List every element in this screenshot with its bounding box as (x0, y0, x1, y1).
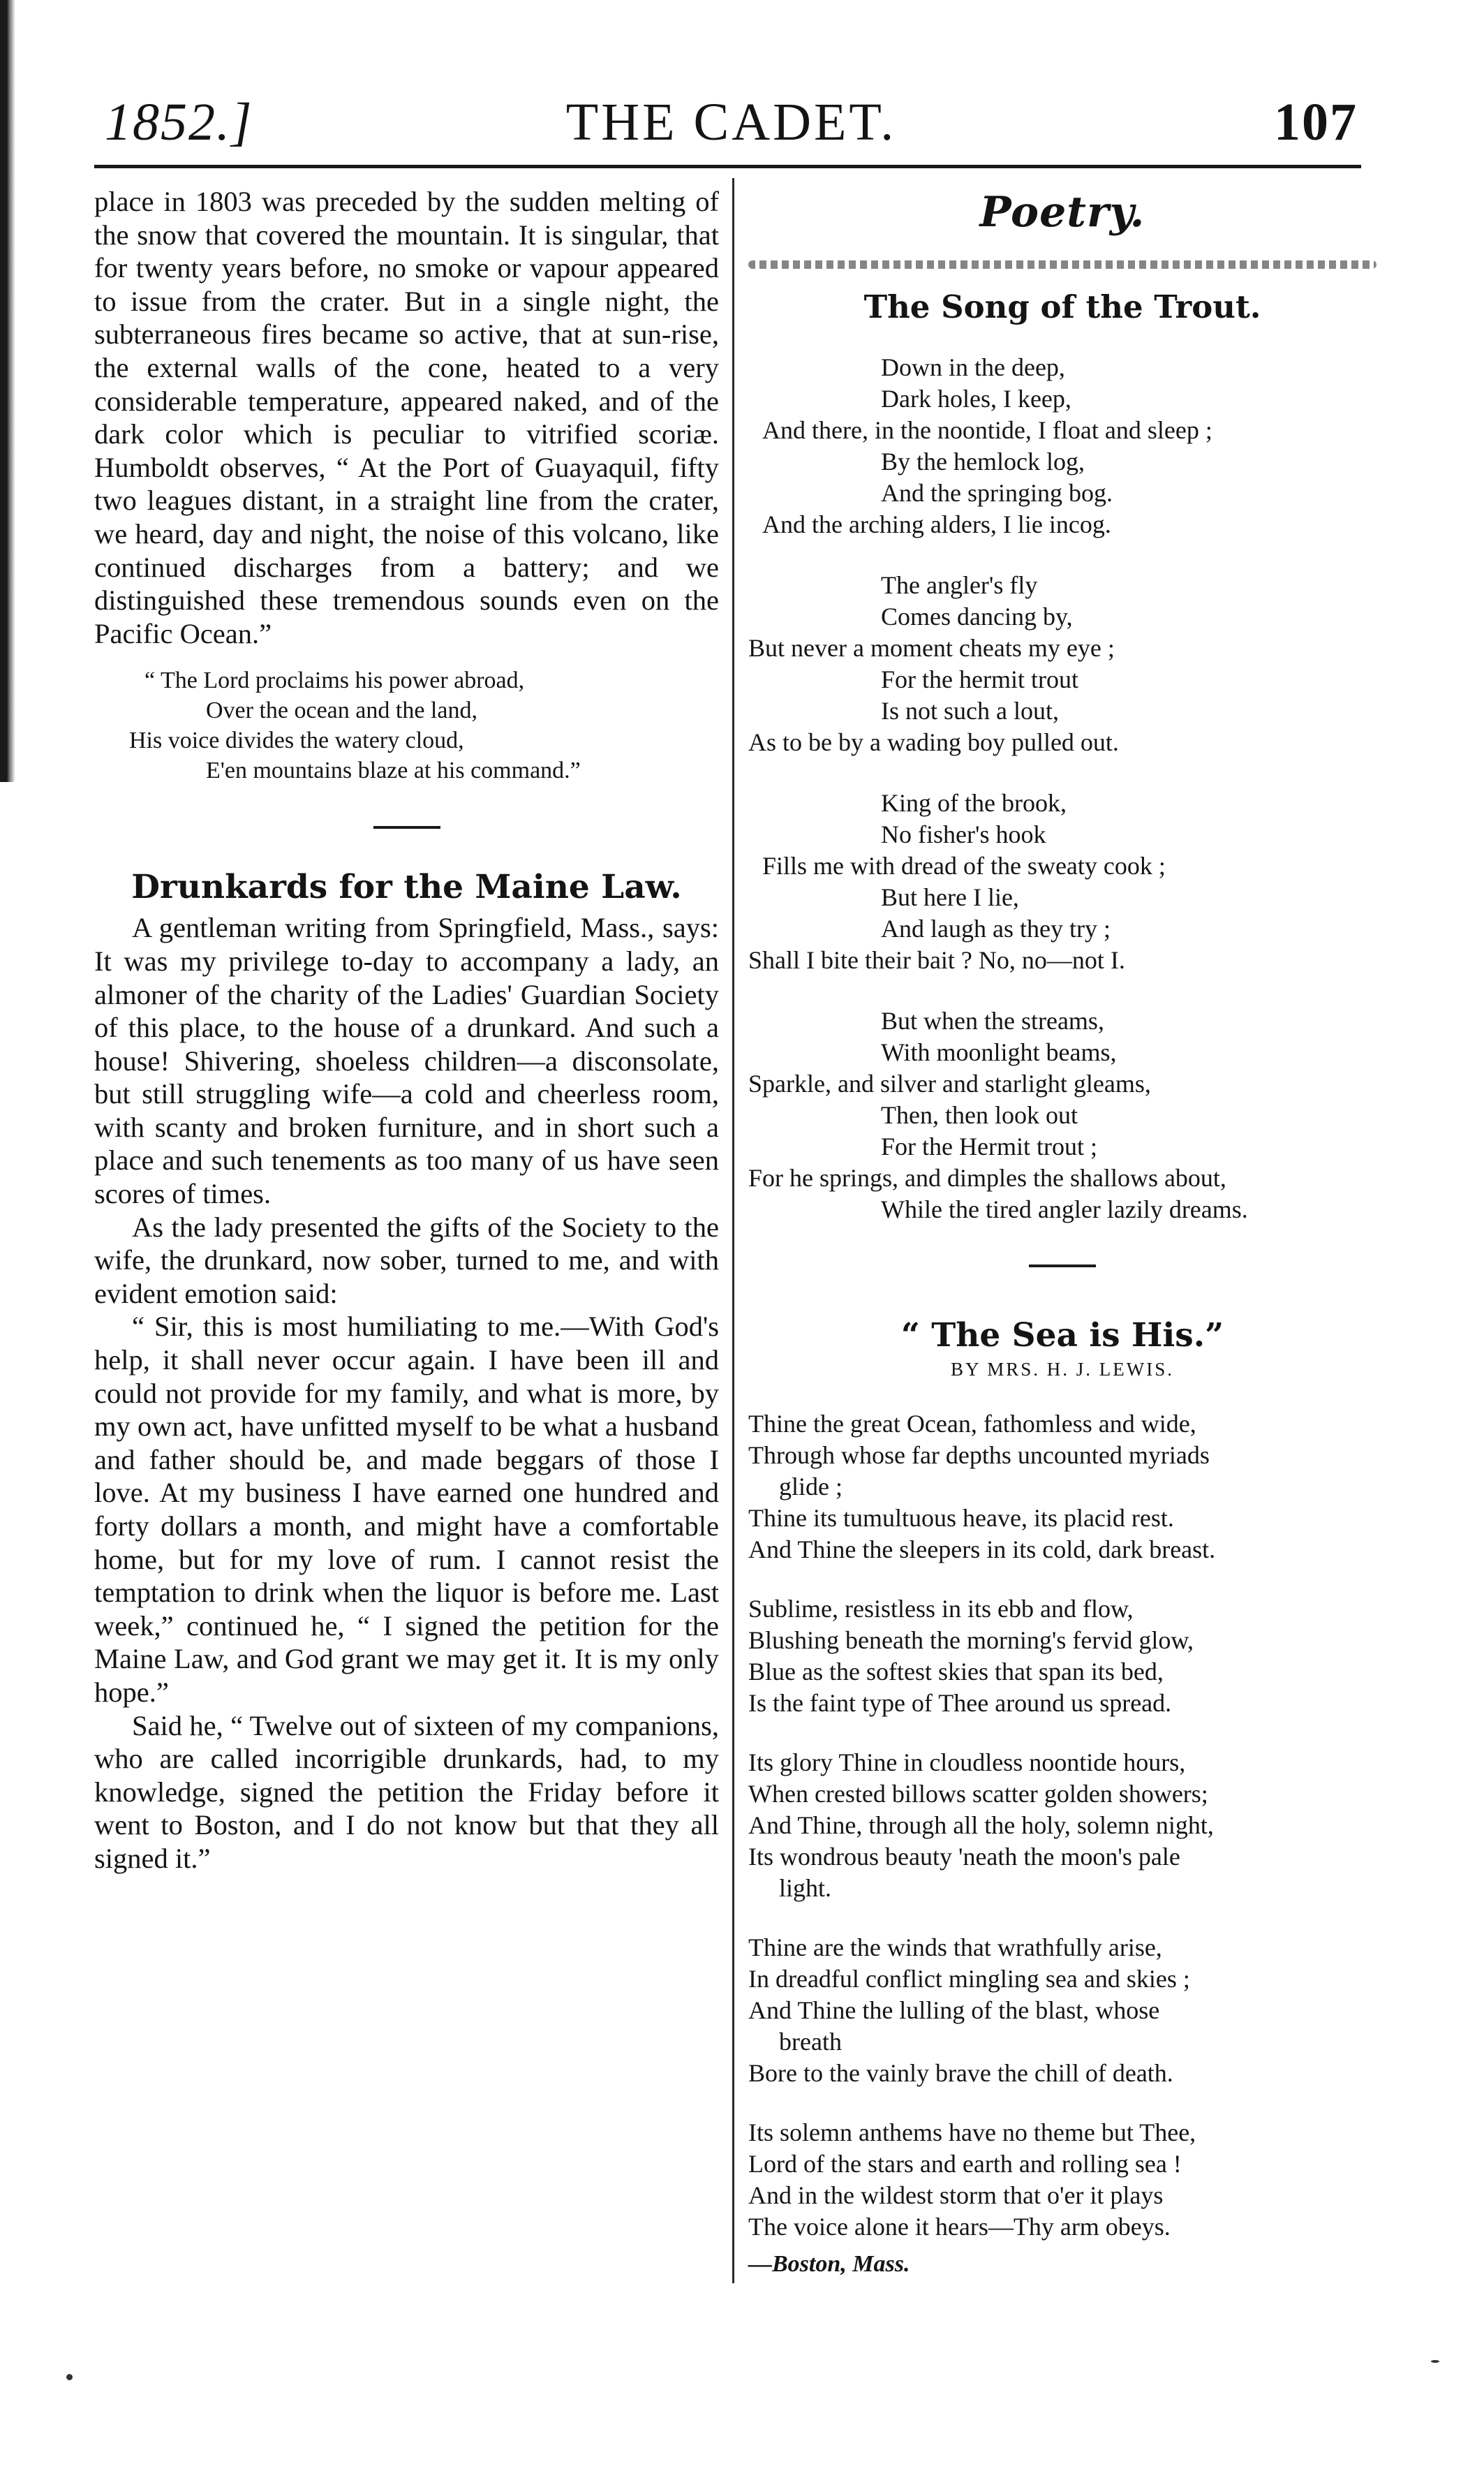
verse-line: Its solemn anthems have no theme but Thee, (748, 2118, 1196, 2146)
verse-line: But here I lie, (881, 883, 1019, 911)
header-title: THE CADET. (565, 93, 897, 152)
verse-line: And Thine the lulling of the blast, whose (748, 1996, 1160, 2024)
left-column (94, 185, 719, 1875)
right-column (748, 185, 1377, 2278)
stanza (748, 1005, 1377, 1225)
sea-poem-byline: BY MRS. H. J. LEWIS. (950, 1359, 1175, 1380)
verse-line: Its wondrous beauty 'neath the moon's pale (748, 1843, 1180, 1871)
poem-signature: —Boston, Mass. (748, 2251, 910, 2277)
verse-line: But when the streams, (881, 1007, 1104, 1035)
verse-line: Lord of the stars and earth and rolling sea ! (748, 2150, 1182, 2178)
header-year: 1852.] (105, 93, 253, 152)
verse-line: And in the wildest storm that o'er it plays (748, 2181, 1164, 2209)
article-paragraph: “ Sir, this is most humiliating to me.—With God's help, it shall never occur again. I have been ill and could not provide for my family, and what is more, by my own act, have unfitted myself to be what a husband and father should be, and made beggars of those I love. At my business I have earned one hundred and forty dollars a month, and might have a comfortable home, but for my love of rum. I cannot resist the temptation to drink when the liquor is before me. Last week,” continued he, “ I signed the petition for the Maine Law, and God grant we may get it. It is my only hope.” (94, 1311, 719, 1708)
verse-line: Bore to the vainly brave the chill of death. (748, 2059, 1173, 2087)
verse-line: For he springs, and dimples the shallows about, (748, 1164, 1226, 1192)
verse-line: Blue as the softest skies that span its bed, (748, 1658, 1164, 1686)
verse-line: Down in the deep, (881, 353, 1065, 381)
hymn-line: His voice divides the watery cloud, (129, 728, 464, 754)
verse-line: Fills me with dread of the sweaty cook ; (762, 852, 1166, 880)
verse-line: By the hemlock log, (881, 448, 1085, 475)
verse-line: Through whose far depths uncounted myriads (748, 1441, 1210, 1469)
verse-line: As to be by a wading boy pulled out. (748, 728, 1119, 756)
verse-line: light. (779, 1874, 832, 1902)
verse-line: Sublime, resistless in its ebb and flow, (748, 1595, 1134, 1623)
verse-line: Shall I bite their bait ? No, no—not I. (748, 946, 1125, 974)
verse-line: And Thine, through all the holy, solemn night, (748, 1811, 1214, 1839)
verse-line: Sparkle, and silver and starlight gleams, (748, 1070, 1151, 1098)
verse-line: In dreadful conflict mingling sea and skies ; (748, 1965, 1190, 1993)
sea-poem-title: “ The Sea is His.” (900, 1316, 1224, 1355)
print-speck (1431, 2360, 1439, 2363)
stanza (748, 2117, 1377, 2243)
page-header (105, 82, 1358, 156)
verse-line: King of the brook, (881, 789, 1067, 817)
verse-line: Thine the great Ocean, fathomless and wide, (748, 1410, 1196, 1438)
verse-line: breath (779, 2028, 842, 2056)
hymn-line: Over the ocean and the land, (206, 698, 477, 724)
column-divider (732, 178, 734, 2283)
verse-line: Is the faint type of Thee around us spread. (748, 1689, 1172, 1717)
verse-line: The angler's fly (881, 571, 1038, 599)
verse-line: Blushing beneath the morning's fervid glow, (748, 1626, 1194, 1654)
verse-line: And there, in the noontide, I float and sleep ; (762, 416, 1212, 444)
stanza (748, 788, 1377, 976)
verse-line: While the tired angler lazily dreams. (881, 1195, 1248, 1223)
header-page-number: 107 (1274, 93, 1358, 152)
verse-line: When crested billows scatter golden showers; (748, 1780, 1208, 1808)
volcano-paragraph: place in 1803 was preceded by the sudden melting of the snow that covered the mountain. It is singular, that for twenty years before, no smoke or vapour appeared to issue from the crater. But in a single night, the subterraneous fires became so active, that at sun-rise, the external walls of the cone, heated to a very considerable temperature, appeared naked, and of the dark color which is peculiar to vitrified scoriæ. Humboldt observes, “ At the Port of Guayaquil, fifty two leagues distant, in a straight line from the crater, we heard, day and night, the noise of this volcano, like continued discharges from a battery; and we distinguished these tremendous sounds even on the Pacific Ocean.” (94, 186, 719, 649)
verse-line: And laugh as they try ; (881, 915, 1111, 943)
stanza (748, 1932, 1377, 2089)
verse-line: For the hermit trout (881, 665, 1078, 693)
verse-line: glide ; (779, 1473, 843, 1500)
verse-line: Its glory Thine in cloudless noontide hours, (748, 1748, 1186, 1776)
verse-line: With moonlight beams, (881, 1038, 1117, 1066)
article-paragraph: Said he, “ Twelve out of sixteen of my companions, who are called incorrigible drunkards, had, to my knowledge, signed the petition the Friday before it went to Boston, and I do not know but that they all signed it.” (94, 1709, 719, 1874)
hymn-line: “ The Lord proclaims his power abroad, (144, 668, 525, 694)
page-binding-edge (0, 0, 15, 782)
wavy-rule (748, 260, 1377, 269)
header-rule (94, 165, 1361, 168)
verse-line: Comes dancing by, (881, 603, 1073, 631)
article-paragraph: As the lady presented the gifts of the Society to the wife, the drunkard, now sober, turned to me, and with evident emotion said: (94, 1211, 719, 1309)
stanza (748, 352, 1377, 540)
stanza (748, 1408, 1377, 1565)
article-paragraph: A gentleman writing from Springfield, Mass., says: It was my privilege to-day to accompany a lady, an almoner of the charity of the Ladies' Guardian Society of this place, to the house of a drunkard. And such a house! Shivering, shoeless children—a disconsolate, but still struggling wife—a cold and cheerless room, with scanty and broken furniture, and in short such a place and such tenements as too many of us have seen scores of times. (94, 912, 719, 1210)
stanza (748, 1593, 1377, 1719)
print-speck (66, 2374, 73, 2380)
song-title: The Song of the Trout. (863, 288, 1261, 325)
verse-line: And the springing bog. (881, 479, 1113, 507)
verse-line: For the Hermit trout ; (881, 1133, 1097, 1160)
hymn-quote (129, 665, 719, 786)
stanza (748, 570, 1377, 758)
poetry-heading: Poetry. (979, 188, 1145, 237)
verse-line: And Thine the sleepers in its cold, dark breast. (748, 1535, 1216, 1563)
sea-poem (748, 1408, 1377, 2243)
section-separator (373, 826, 440, 829)
section-separator (1029, 1264, 1096, 1267)
verse-line: No fisher's hook (881, 820, 1046, 848)
verse-line: Thine its tumultuous heave, its placid rest. (748, 1504, 1174, 1532)
verse-line: The voice alone it hears—Thy arm obeys. (748, 2213, 1171, 2241)
verse-line: Dark holes, I keep, (881, 385, 1071, 413)
song-poem (748, 352, 1377, 1225)
verse-line: Thine are the winds that wrathfully arise, (748, 1933, 1162, 1961)
verse-line: But never a moment cheats my eye ; (748, 634, 1115, 662)
hymn-line: E'en mountains blaze at his command.” (206, 758, 581, 784)
stanza (748, 1747, 1377, 1904)
verse-line: Is not such a lout, (881, 697, 1059, 725)
article-title: Drunkards for the Maine Law. (131, 868, 682, 907)
verse-line: Then, then look out (881, 1101, 1078, 1129)
verse-line: And the arching alders, I lie incog. (762, 510, 1111, 538)
